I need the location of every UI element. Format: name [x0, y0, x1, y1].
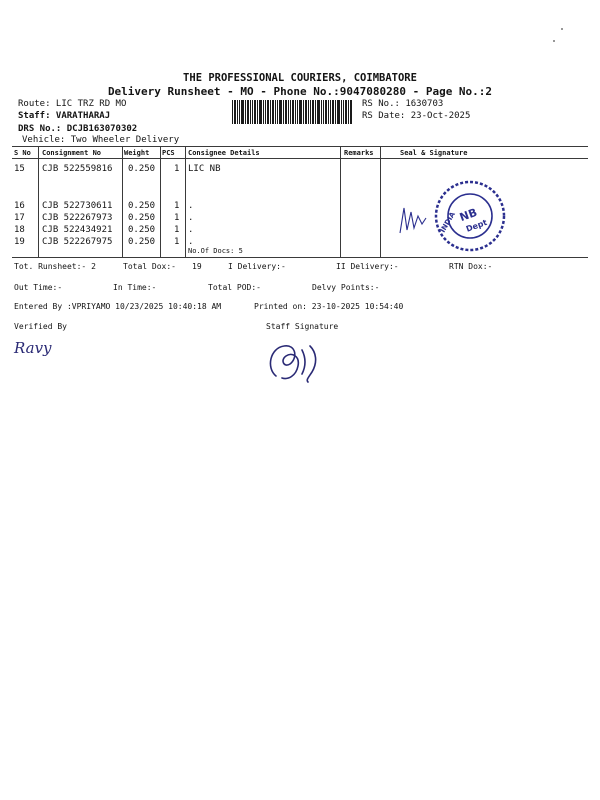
col-header-consignee: Consignee Details	[188, 149, 260, 157]
row-consignment: CJB 522730611	[42, 201, 113, 211]
route-text: Route: LIC TRZ RD MO	[18, 99, 127, 109]
total-dox-value: 19	[192, 262, 202, 271]
verified-by-signature: Ravy	[14, 339, 52, 357]
entered-by: Entered By :VPRIYAMO 10/23/2025 10:40:18 AM	[14, 302, 222, 311]
row-consignee: .	[188, 201, 194, 211]
staff-signature-label: Staff Signature	[266, 322, 339, 331]
column-divider	[340, 146, 341, 257]
staff-text: Staff: VARATHARAJ	[18, 111, 111, 121]
row-pcs: 1	[174, 164, 180, 174]
ii-delivery: II Delivery:-	[336, 262, 399, 271]
total-pod: Total POD:-	[208, 283, 261, 292]
col-header-sno: S No	[14, 149, 31, 157]
stamp-india-text: INDIA	[438, 210, 457, 234]
total-dox-label: Total Dox:-	[123, 262, 176, 271]
row-weight: 0.250	[128, 225, 156, 235]
runsheet-subtitle: Delivery Runsheet - MO - Phone No.:9047080280 - Page No.:2	[107, 85, 493, 98]
row-consignee: .	[188, 237, 194, 247]
row-pcs: 1	[174, 201, 180, 211]
barcode-image	[232, 100, 354, 124]
rs-number: RS No.: 1630703	[362, 99, 444, 109]
row-consignment: CJB 522434921	[42, 225, 113, 235]
row-consignee: .	[188, 225, 194, 235]
row-sno: 18	[14, 225, 25, 235]
row-consignee: LIC NB	[188, 164, 221, 174]
stamp-nb-text: NB	[457, 205, 479, 225]
row-weight: 0.250	[128, 237, 156, 247]
row-sno: 16	[14, 201, 25, 211]
row-sno: 17	[14, 213, 25, 223]
col-header-weight: Weight	[124, 149, 150, 157]
column-divider	[122, 146, 123, 257]
rtn-dox: RTN Dox:-	[449, 262, 493, 271]
verified-by-label: Verified By	[14, 322, 67, 331]
row-consignment: CJB 522267973	[42, 213, 113, 223]
row-weight: 0.250	[128, 164, 156, 174]
i-delivery: I Delivery:-	[228, 262, 286, 271]
docs-count: No.Of Docs: 5	[188, 247, 243, 255]
table-header-border	[12, 158, 588, 159]
column-divider	[160, 146, 161, 257]
col-header-pcs: PCS	[162, 149, 175, 157]
staff-signature-scribble	[262, 330, 332, 386]
scan-speck	[561, 28, 563, 30]
total-runsheet: Tot. Runsheet:- 2	[14, 262, 96, 271]
row-consignee: .	[188, 213, 194, 223]
company-title: THE PROFESSIONAL COURIERS, COIMBATORE	[183, 72, 417, 84]
scan-speck	[553, 40, 555, 42]
out-time: Out Time:-	[14, 283, 63, 292]
delvy-points: Delvy Points:-	[312, 283, 380, 292]
column-divider	[185, 146, 186, 257]
printed-on: Printed on: 23-10-2025 10:54:40	[254, 302, 404, 311]
row-weight: 0.250	[128, 201, 156, 211]
row-consignment: CJB 522559816	[42, 164, 113, 174]
row-sno: 19	[14, 237, 25, 247]
col-header-remarks: Remarks	[344, 149, 374, 157]
stamp-dept-text: Dept	[464, 217, 489, 234]
rs-date: RS Date: 23-Oct-2025	[362, 111, 471, 121]
col-header-consignment: Consignment No	[42, 149, 102, 157]
column-divider	[38, 146, 39, 257]
in-time: In Time:-	[113, 283, 157, 292]
row-pcs: 1	[174, 213, 180, 223]
table-top-border	[12, 146, 588, 147]
vehicle-text: Vehicle: Two Wheeler Delivery	[22, 135, 180, 145]
row-pcs: 1	[174, 237, 180, 247]
row-sno: 15	[14, 164, 25, 174]
row-consignment: CJB 522267975	[42, 237, 113, 247]
seal-stamp	[392, 178, 542, 258]
col-header-seal: Seal & Signature	[400, 149, 468, 157]
row-weight: 0.250	[128, 213, 156, 223]
row-pcs: 1	[174, 225, 180, 235]
drs-number: DRS No.: DCJB163070302	[18, 124, 138, 134]
column-divider	[380, 146, 381, 257]
